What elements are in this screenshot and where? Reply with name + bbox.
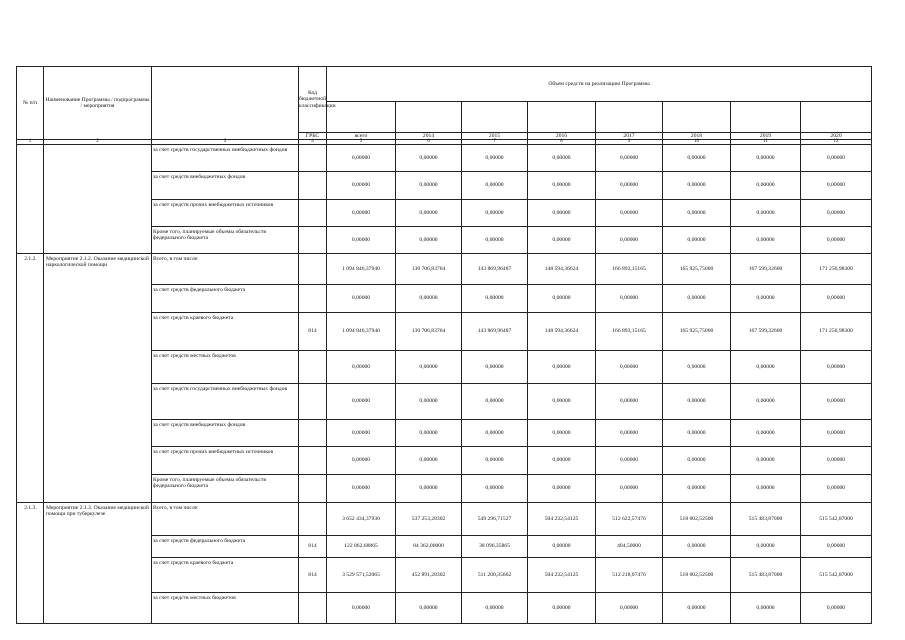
amount-cell: 511 200,35662 [462, 558, 528, 593]
amount-cell: 0,00000 [528, 145, 596, 172]
amount-cell: 0,00000 [801, 172, 872, 200]
funding-source: за счет средств краевого бюджета [152, 313, 299, 351]
amount-cell: 148 594,36624 [528, 313, 596, 351]
header-index-cell: 4 [299, 140, 327, 145]
header-year: 2014 [396, 133, 462, 140]
amount-cell: 0,00000 [462, 384, 528, 420]
amount-cell: 130 706,83764 [396, 313, 462, 351]
grbs-code: 814 [299, 536, 327, 558]
amount-cell: 0,00000 [462, 475, 528, 503]
amount-cell: 0,00000 [801, 351, 872, 384]
header-index-cell: 10 [663, 140, 731, 145]
amount-cell: 165 925,75000 [663, 254, 731, 285]
amount-cell: 0,00000 [396, 475, 462, 503]
table-row [17, 254, 872, 285]
amount-cell: 0,00000 [327, 227, 396, 254]
amount-cell: 0,00000 [801, 420, 872, 447]
amount-cell: 0,00000 [801, 447, 872, 475]
amount-cell: 0,00000 [663, 227, 731, 254]
header-year-spacer [801, 102, 872, 133]
amount-cell: 143 869,96487 [462, 313, 528, 351]
funding-source: за счет средств прочих внебюджетных источников [152, 200, 299, 227]
funding-source: за счет средств внебюджетных фондов [152, 172, 299, 200]
amount-cell: 0,00000 [801, 285, 872, 313]
grbs-code [299, 420, 327, 447]
amount-cell: 166 893,15165 [596, 254, 663, 285]
header-index-cell: 9 [596, 140, 663, 145]
amount-cell: 0,00000 [462, 200, 528, 227]
amount-cell: 0,00000 [731, 420, 801, 447]
header-year: всего [327, 133, 396, 140]
grbs-code [299, 227, 327, 254]
grbs-code [299, 285, 327, 313]
header-code: Код бюджетной классификации [299, 67, 327, 133]
amount-cell: 504 232,54125 [528, 503, 596, 536]
amount-cell: 167 599,32600 [731, 254, 801, 285]
header-index-cell: 1 [17, 140, 44, 145]
header-index-cell: 7 [462, 140, 528, 145]
amount-cell: 518 002,52500 [663, 558, 731, 593]
amount-cell: 0,00000 [663, 285, 731, 313]
amount-cell: 0,00000 [462, 285, 528, 313]
amount-cell: 515 483,87000 [731, 558, 801, 593]
amount-cell: 0,00000 [596, 384, 663, 420]
funding-source: за счет средств государственных внебюджетных фондов [152, 145, 299, 172]
amount-cell: 0,00000 [731, 285, 801, 313]
funding-source: за счет средств государственных внебюджетных фондов [152, 384, 299, 420]
amount-cell: 0,00000 [396, 351, 462, 384]
amount-cell: 0,00000 [596, 172, 663, 200]
grbs-code [299, 351, 327, 384]
amount-cell: 0,00000 [596, 475, 663, 503]
amount-cell: 0,00000 [462, 145, 528, 172]
amount-cell: 0,00000 [528, 200, 596, 227]
amount-cell: 515 483,87000 [731, 503, 801, 536]
amount-cell: 0,00000 [327, 447, 396, 475]
amount-cell: 0,00000 [396, 447, 462, 475]
amount-cell: 0,00000 [663, 447, 731, 475]
amount-cell: 0,00000 [801, 384, 872, 420]
amount-cell: 0,00000 [596, 593, 663, 624]
header-grbs: ГРБС [299, 133, 327, 140]
amount-cell: 0,00000 [528, 227, 596, 254]
amount-cell: 1 094 846,37940 [327, 313, 396, 351]
amount-cell: 512 218,07476 [596, 558, 663, 593]
amount-cell: 0,00000 [462, 172, 528, 200]
amount-cell: 0,00000 [731, 475, 801, 503]
funding-source: за счет средств внебюджетных фондов [152, 420, 299, 447]
amount-cell: 0,00000 [528, 420, 596, 447]
header-year-spacer [462, 102, 528, 133]
measure-name: Мероприятие 2.1.2. Оказание медицинской наркологической помощи [44, 254, 152, 503]
amount-cell: 0,00000 [663, 200, 731, 227]
amount-cell: 143 869,96487 [462, 254, 528, 285]
amount-cell: 0,00000 [596, 227, 663, 254]
amount-cell: 0,00000 [528, 351, 596, 384]
row-number: 2.1.3. [17, 503, 44, 624]
amount-cell: 0,00000 [528, 285, 596, 313]
header-index-cell: 6 [396, 140, 462, 145]
amount-cell: 0,00000 [327, 475, 396, 503]
amount-cell: 0,00000 [663, 420, 731, 447]
amount-cell: 0,00000 [462, 227, 528, 254]
amount-cell: 0,00000 [462, 447, 528, 475]
funding-source: за счет средств федерального бюджета [152, 536, 299, 558]
amount-cell: 0,00000 [731, 447, 801, 475]
amount-cell: 515 542,87000 [801, 503, 872, 536]
amount-cell: 0,00000 [528, 447, 596, 475]
grbs-code: 814 [299, 313, 327, 351]
header-year-spacer [327, 102, 396, 133]
header-index-cell: 12 [801, 140, 872, 145]
amount-cell: 0,00000 [327, 285, 396, 313]
amount-cell: 0,00000 [462, 420, 528, 447]
amount-cell: 38 096,35865 [462, 536, 528, 558]
amount-cell: 0,00000 [396, 285, 462, 313]
amount-cell: 0,00000 [663, 475, 731, 503]
amount-cell: 0,00000 [663, 351, 731, 384]
amount-cell: 512 622,57476 [596, 503, 663, 536]
amount-cell: 0,00000 [663, 593, 731, 624]
amount-cell: 0,00000 [596, 285, 663, 313]
measure-name: Мероприятие 2.1.3. Оказание медицинской помощи при туберкулезе [44, 503, 152, 624]
amount-cell: 0,00000 [801, 536, 872, 558]
header-year: 2017 [596, 133, 663, 140]
grbs-code [299, 503, 327, 536]
amount-cell: 0,00000 [327, 172, 396, 200]
header-index-cell: 11 [731, 140, 801, 145]
amount-cell: 0,00000 [731, 172, 801, 200]
amount-cell: 171 256,98300 [801, 313, 872, 351]
header-year: 2020 [801, 133, 872, 140]
amount-cell: 0,00000 [663, 172, 731, 200]
funding-source: Кроме того, планируемые объемы обязательств федерального бюджета [152, 475, 299, 503]
amount-cell: 1 094 846,37940 [327, 254, 396, 285]
header-index-cell: 3 [152, 140, 299, 145]
amount-cell: 549 296,71527 [462, 503, 528, 536]
grbs-code [299, 254, 327, 285]
grbs-code [299, 593, 327, 624]
amount-cell: 0,00000 [327, 200, 396, 227]
amount-cell: 0,00000 [596, 200, 663, 227]
grbs-code [299, 475, 327, 503]
header-year-spacer [528, 102, 596, 133]
row-number: 2.1.2. [17, 254, 44, 503]
funding-source: Кроме того, планируемые объемы обязательств федерального бюджета [152, 227, 299, 254]
amount-cell: 0,00000 [462, 593, 528, 624]
amount-cell: 0,00000 [801, 145, 872, 172]
amount-cell: 0,00000 [528, 172, 596, 200]
amount-cell: 504 232,54125 [528, 558, 596, 593]
amount-cell: 0,00000 [396, 384, 462, 420]
funding-source: за счет средств краевого бюджета [152, 558, 299, 593]
amount-cell: 0,00000 [663, 145, 731, 172]
header-year: 2019 [731, 133, 801, 140]
amount-cell: 0,00000 [528, 475, 596, 503]
header-index-cell: 8 [528, 140, 596, 145]
grbs-code [299, 384, 327, 420]
grbs-code: 814 [299, 558, 327, 593]
amount-cell: 0,00000 [327, 145, 396, 172]
amount-cell: 0,00000 [731, 351, 801, 384]
amount-cell: 84 362,00000 [396, 536, 462, 558]
header-year-spacer [396, 102, 462, 133]
header-year-spacer [663, 102, 731, 133]
table-row [17, 145, 872, 172]
amount-cell: 0,00000 [528, 384, 596, 420]
header-year: 2018 [663, 133, 731, 140]
amount-cell: 0,00000 [327, 420, 396, 447]
amount-cell: 0,00000 [731, 593, 801, 624]
amount-cell: 515 542,87000 [801, 558, 872, 593]
header-year: 2016 [528, 133, 596, 140]
amount-cell: 0,00000 [801, 200, 872, 227]
amount-cell: 0,00000 [327, 351, 396, 384]
funding-source: Всего, в том числе: [152, 503, 299, 536]
amount-cell: 166 893,15165 [596, 313, 663, 351]
budget-table-sheet [16, 66, 871, 624]
amount-cell: 0,00000 [396, 593, 462, 624]
amount-cell: 3 652 434,37930 [327, 503, 396, 536]
funding-source: за счет средств местных бюджетов [152, 593, 299, 624]
amount-cell: 537 253,28302 [396, 503, 462, 536]
amount-cell: 0,00000 [596, 420, 663, 447]
header-index-cell: 2 [44, 140, 152, 145]
amount-cell: 0,00000 [663, 536, 731, 558]
grbs-code [299, 447, 327, 475]
amount-cell: 130 706,83764 [396, 254, 462, 285]
amount-cell: 0,00000 [731, 384, 801, 420]
amount-cell: 0,00000 [801, 475, 872, 503]
amount-cell: 0,00000 [396, 200, 462, 227]
amount-cell: 167 599,32600 [731, 313, 801, 351]
amount-cell: 404,50000 [596, 536, 663, 558]
amount-cell: 0,00000 [327, 384, 396, 420]
amount-cell: 0,00000 [731, 145, 801, 172]
amount-cell: 0,00000 [596, 447, 663, 475]
header-year-spacer [731, 102, 801, 133]
grbs-code [299, 145, 327, 172]
amount-cell: 0,00000 [596, 145, 663, 172]
amount-cell: 0,00000 [528, 536, 596, 558]
amount-cell: 0,00000 [528, 593, 596, 624]
header-volume: Объем средств на реализацию Программы [327, 67, 872, 102]
header-year: 2015 [462, 133, 528, 140]
row-number [17, 145, 44, 254]
amount-cell: 3 529 571,52065 [327, 558, 396, 593]
amount-cell: 148 594,36624 [528, 254, 596, 285]
amount-cell: 171 256,98300 [801, 254, 872, 285]
header-name: Наименование Программы / подпрограммы / мероприятия [44, 67, 152, 140]
amount-cell: 0,00000 [596, 351, 663, 384]
amount-cell: 0,00000 [396, 172, 462, 200]
grbs-code [299, 172, 327, 200]
amount-cell: 0,00000 [801, 227, 872, 254]
amount-cell: 0,00000 [396, 420, 462, 447]
amount-cell: 0,00000 [663, 384, 731, 420]
header-no: № п/п [17, 67, 44, 140]
amount-cell: 0,00000 [462, 351, 528, 384]
amount-cell: 0,00000 [327, 593, 396, 624]
budget-table [16, 66, 872, 624]
amount-cell: 0,00000 [731, 536, 801, 558]
amount-cell: 452 891,28302 [396, 558, 462, 593]
table-row [17, 503, 872, 536]
amount-cell: 0,00000 [396, 145, 462, 172]
amount-cell: 165 925,75000 [663, 313, 731, 351]
header-year-spacer [596, 102, 663, 133]
amount-cell: 0,00000 [801, 593, 872, 624]
grbs-code [299, 200, 327, 227]
amount-cell: 122 862,68865 [327, 536, 396, 558]
funding-source: за счет средств местных бюджетов [152, 351, 299, 384]
measure-name [44, 145, 152, 254]
header-index-cell: 5 [327, 140, 396, 145]
amount-cell: 0,00000 [731, 200, 801, 227]
amount-cell: 0,00000 [396, 227, 462, 254]
funding-source: за счет средств федерального бюджета [152, 285, 299, 313]
funding-source: за счет средств прочих внебюджетных источников [152, 447, 299, 475]
funding-source: Всего, в том числе: [152, 254, 299, 285]
amount-cell: 518 002,52500 [663, 503, 731, 536]
amount-cell: 0,00000 [731, 227, 801, 254]
header-blank [152, 67, 299, 140]
